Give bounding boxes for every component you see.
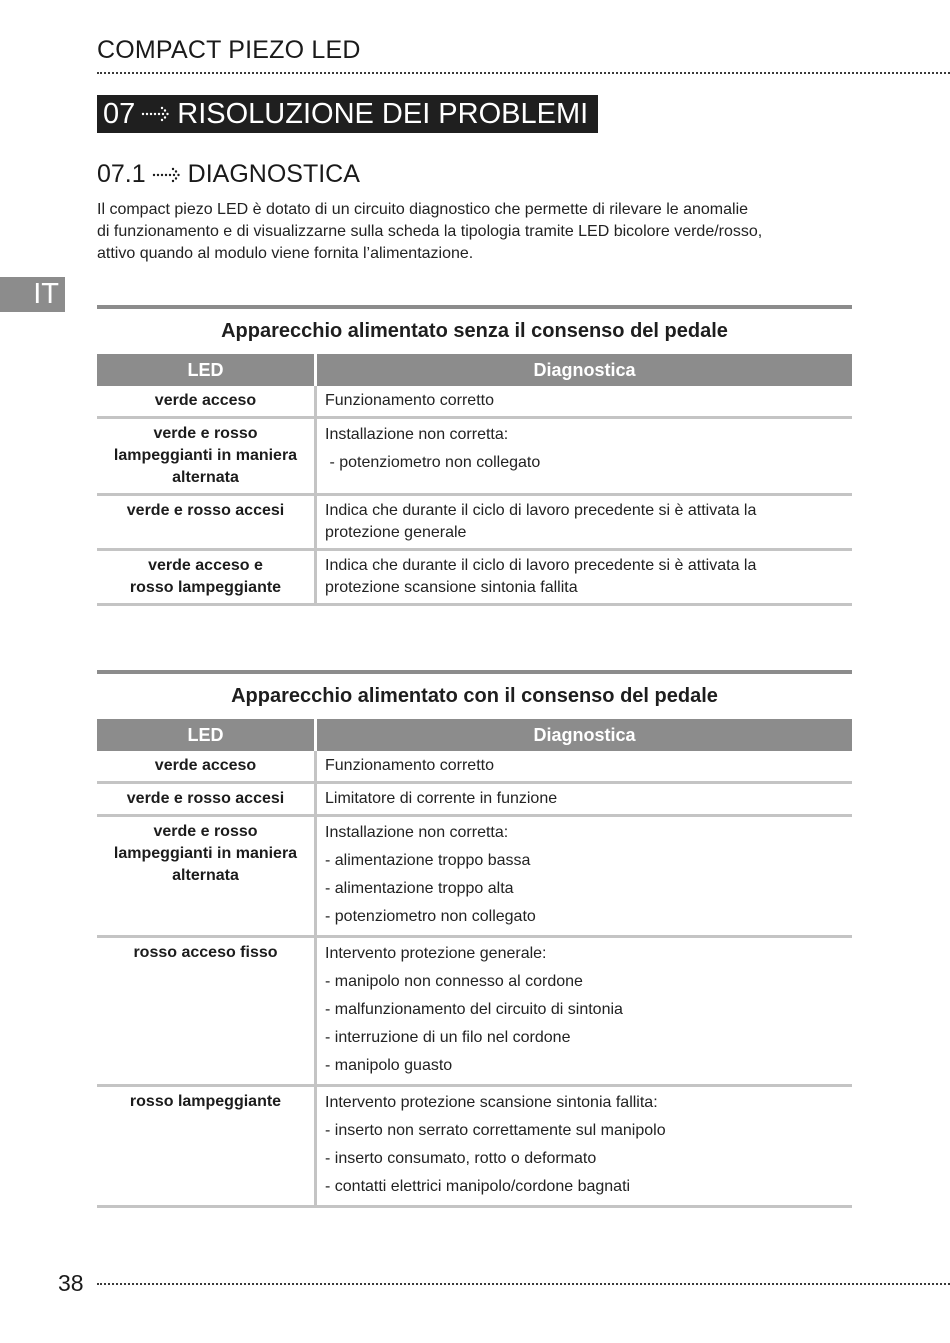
table-title: Apparecchio alimentato senza il consenso del pedale <box>221 320 728 342</box>
table-row <box>97 419 852 496</box>
diagnosis-line: Installazione non corretta: <box>325 824 509 841</box>
page-number: 38 <box>58 1270 84 1296</box>
table-row <box>97 817 852 938</box>
diagnosis-line: - alimentazione troppo bassa <box>325 852 531 869</box>
diagnosis-line: - potenziometro non collegato <box>325 454 541 471</box>
led-state-line: verde e rosso accesi <box>126 790 285 807</box>
diagnosis-cell <box>317 386 852 416</box>
diagnosis-line: - malfunzionamento del circuito di sintonia <box>325 1001 623 1018</box>
table-row <box>97 784 852 817</box>
intro-line: attivo quando al modulo viene fornita l’alimentazione. <box>97 245 474 262</box>
diagnosis-line: - potenziometro non collegato <box>325 908 536 925</box>
table-row <box>97 751 852 784</box>
diagnosis-line: - manipolo guasto <box>325 1057 453 1074</box>
section-number: 07.1 <box>97 160 146 188</box>
column-header-diagnostica: Diagnostica <box>317 719 852 751</box>
dotted-arrow-icon <box>152 166 182 184</box>
column-header-led: LED <box>97 719 314 751</box>
diagnosis-line: protezione generale <box>325 524 467 541</box>
table-row <box>97 938 852 1087</box>
led-state-cell <box>97 751 314 781</box>
led-state-cell <box>97 496 314 548</box>
section-heading <box>97 160 360 189</box>
led-state-line: verde acceso e <box>148 557 263 574</box>
diagnosis-line: - contatti elettrici manipolo/cordone bagnati <box>325 1178 631 1195</box>
section-title: DIAGNOSTICA <box>187 160 360 188</box>
diagnosis-line: - inserto consumato, rotto o deformato <box>325 1150 597 1167</box>
chapter-number: 07 <box>103 98 136 130</box>
diagnosis-line: Installazione non corretta: <box>325 426 509 443</box>
led-state-cell <box>97 551 314 603</box>
column-header-diagnostica: Diagnostica <box>317 354 852 386</box>
dotted-arrow-icon <box>141 105 171 123</box>
chapter-title: RISOLUZIONE DEI PROBLEMI <box>177 98 589 130</box>
intro-paragraph <box>97 199 842 265</box>
diagnosis-line: Funzionamento corretto <box>325 757 494 774</box>
led-state-line: rosso lampeggiante <box>129 579 282 596</box>
diagnosis-cell <box>317 817 852 935</box>
column-header-led: LED <box>97 354 314 386</box>
led-state-line: alternata <box>172 867 239 884</box>
diagnosis-line: - inserto non serrato correttamente sul manipolo <box>325 1122 666 1139</box>
diagnosis-cell <box>317 1087 852 1205</box>
led-state-line: lampeggianti in maniera <box>113 845 298 862</box>
led-state-line: verde e rosso <box>153 823 258 840</box>
led-state-line: alternata <box>172 469 239 486</box>
led-state-cell <box>97 1087 314 1205</box>
led-state-line: rosso acceso fisso <box>133 944 278 961</box>
diagnosis-line: Indica che durante il ciclo di lavoro precedente si è attivata la <box>325 502 757 519</box>
table-header-row <box>97 354 852 386</box>
diagnosis-line: - manipolo non connesso al cordone <box>325 973 583 990</box>
led-state-line: lampeggianti in maniera <box>113 447 298 464</box>
table-row <box>97 551 852 606</box>
diagnostic-table-with-pedal <box>97 670 852 1208</box>
led-state-line: verde e rosso accesi <box>126 502 285 519</box>
led-state-cell <box>97 419 314 493</box>
led-state-cell <box>97 938 314 1084</box>
table-row <box>97 386 852 419</box>
led-state-cell <box>97 817 314 935</box>
diagnostic-table-no-pedal <box>97 305 852 606</box>
diagnosis-line: Limitatore di corrente in funzione <box>325 790 558 807</box>
diagnosis-line: Funzionamento corretto <box>325 392 494 409</box>
intro-line: Il compact piezo LED è dotato di un circuito diagnostico che permette di rilevare le anomalie <box>97 201 749 218</box>
language-tab: IT <box>0 277 65 312</box>
diagnosis-line: - interruzione di un filo nel cordone <box>325 1029 571 1046</box>
page-header-title: COMPACT PIEZO LED <box>97 36 361 64</box>
diagnosis-cell <box>317 938 852 1084</box>
diagnosis-cell <box>317 551 852 603</box>
led-state-line: rosso lampeggiante <box>129 1093 282 1110</box>
footer-dotted-rule <box>97 1283 950 1285</box>
led-state-line: verde acceso <box>154 757 257 774</box>
diagnosis-cell <box>317 751 852 781</box>
led-state-cell <box>97 386 314 416</box>
diagnosis-cell <box>317 496 852 548</box>
diagnosis-cell <box>317 419 852 493</box>
table-row <box>97 1087 852 1208</box>
led-state-cell <box>97 784 314 814</box>
header-dotted-rule <box>97 72 950 74</box>
table-row <box>97 496 852 551</box>
diagnosis-line: - alimentazione troppo alta <box>325 880 514 897</box>
intro-line: di funzionamento e di visualizzarne sulla scheda la tipologia tramite LED bicolore verde/rosso, <box>97 223 763 240</box>
diagnosis-line: Intervento protezione generale: <box>325 945 547 962</box>
diagnosis-line: Intervento protezione scansione sintonia fallita: <box>325 1094 658 1111</box>
led-state-line: verde acceso <box>154 392 257 409</box>
diagnosis-line: Indica che durante il ciclo di lavoro precedente si è attivata la <box>325 557 757 574</box>
table-title: Apparecchio alimentato con il consenso del pedale <box>231 685 718 707</box>
table-header-row <box>97 719 852 751</box>
diagnosis-line: protezione scansione sintonia fallita <box>325 579 578 596</box>
led-state-line: verde e rosso <box>153 425 258 442</box>
chapter-heading <box>97 95 598 133</box>
diagnosis-cell <box>317 784 852 814</box>
